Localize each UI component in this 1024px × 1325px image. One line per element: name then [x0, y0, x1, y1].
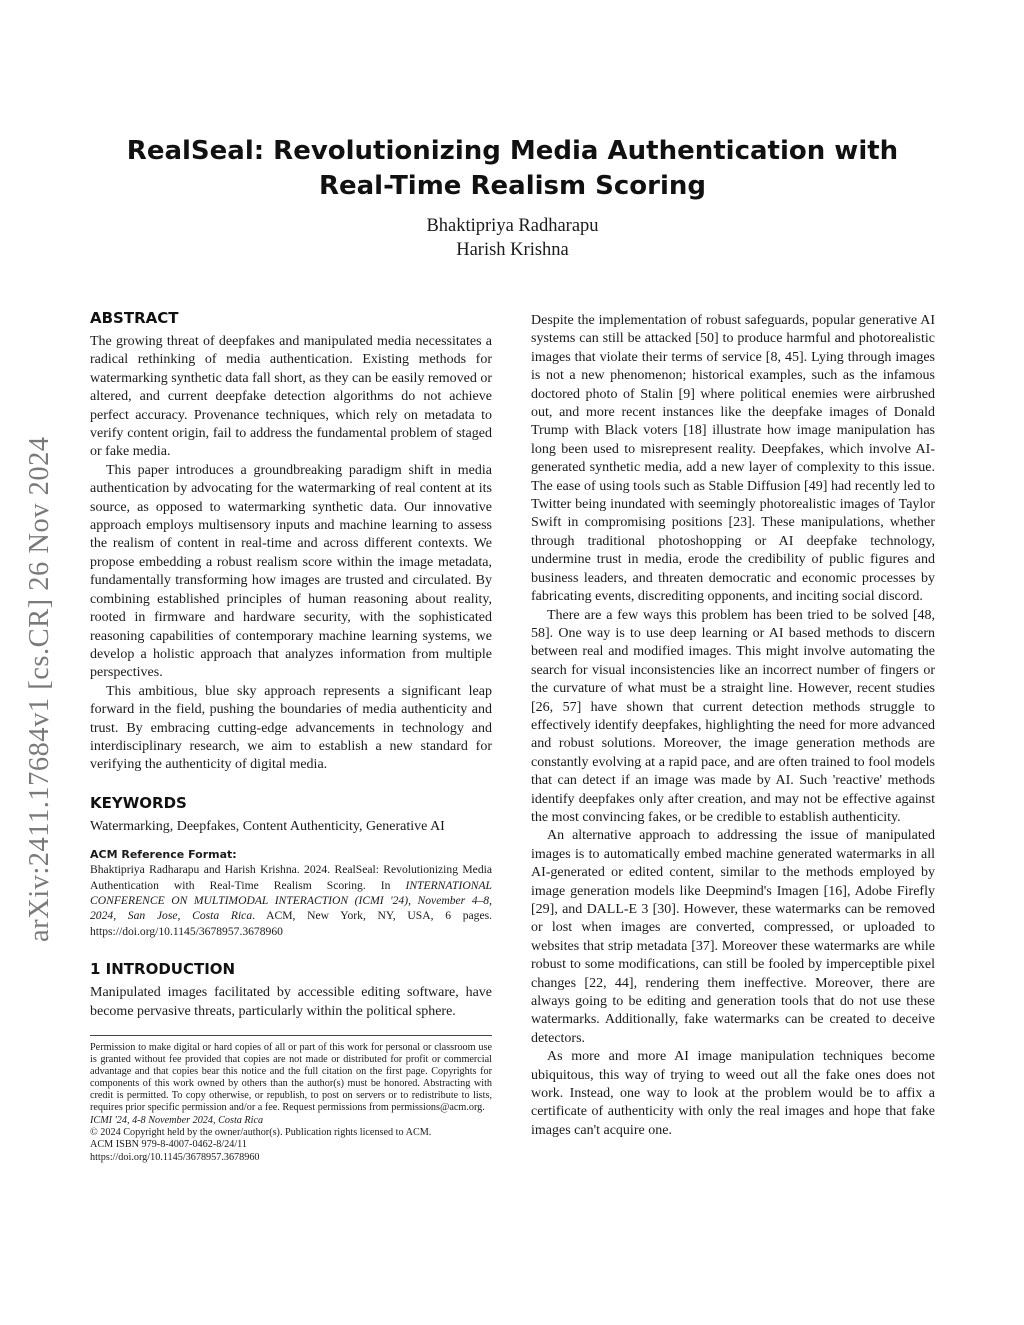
- body-paragraph: There are a few ways this problem has been tried to be solved [48, 58]. One way is to use deep learning or AI based methods to discern between real and modified images. This might involve automating the search for visual inconsistencies like an incorrect number of fingers or the curvature of what must be a straight line. However, recent studies [26, 57] have shown that current detection methods struggle to effectively identify deepfakes, highlighting the need for more advanced and robust solutions. Moreover, the image generation methods are constantly evolving at a rapid pace, and are often trained to fool models that can detect if an image was made by AI. Such 'reactive' methods identify deepfakes only after creation, and may not be effective against the most convincing fakes, or be credible to establish authenticity.: [531, 607, 935, 825]
- copyright-notice: © 2024 Copyright held by the owner/author(s). Publication rights licensed to ACM.: [90, 1126, 432, 1138]
- acm-reference-text: [90, 862, 492, 939]
- right-column: [531, 312, 935, 1140]
- acm-reference-venue: INTERNATIONAL CONFERENCE ON MULTIMODAL INTERACTION (ICMI '24), November 4–8, 2024, San Jose, Costa Rica: [90, 878, 492, 923]
- paper-title: RealSeal: Revolutionizing Media Authentication with Real-Time Realism Scoring: [126, 136, 899, 201]
- arxiv-identifier: arXiv:2411.17684v1 [cs.CR] 26 Nov 2024: [24, 436, 55, 942]
- abstract-paragraph: This ambitious, blue sky approach represents a significant leap forward in the field, pushing the boundaries of media authenticity and trust. By embracing cutting-edge advancements in technology and interdisciplinary research, we aim to establish a new standard for verifying the authenticity of digital media.: [90, 683, 492, 773]
- footnote-divider: [90, 1035, 492, 1036]
- keywords-heading: KEYWORDS: [90, 793, 187, 812]
- left-column: [90, 309, 492, 1164]
- conference-venue: ICMI '24, 4-8 November 2024, Costa Rica: [90, 1114, 264, 1126]
- acm-reference-lead: Bhaktipriya Radharapu and Harish Krishna. 2024. RealSeal: Revolutionizing Media Authentication with Real-Time Realism Scoring. In: [90, 863, 492, 892]
- abstract-paragraph: The growing threat of deepfakes and manipulated media necessitates a radical rethinking of media authentication. Existing methods for watermarking synthetic data fall short, as they can be easily removed or altered, and current deepfake detection algorithms do not achieve perfect accuracy. Provenance techniques, which rely on metadata to verify content origin, fail to address the fundamental problem of staged or fake media.: [90, 334, 492, 460]
- acm-reference-tail: . ACM, New York, NY, USA, 6 pages. https://doi.org/10.1145/3678957.3678960: [90, 909, 493, 938]
- introduction-paragraph: Manipulated images facilitated by accessible editing software, have become pervasive threats, particularly within the political sphere.: [90, 985, 492, 1019]
- author-name: Harish Krishna: [456, 240, 569, 260]
- author-list: [90, 214, 935, 262]
- keywords-text: Watermarking, Deepfakes, Content Authenticity, Generative AI: [90, 818, 445, 834]
- isbn-text: ACM ISBN 979-8-4007-0462-8/24/11: [90, 1139, 247, 1151]
- introduction-heading: 1 INTRODUCTION: [90, 960, 236, 979]
- body-paragraph: Despite the implementation of robust safeguards, popular generative AI systems can still be attacked [50] to produce harmful and photorealistic images that violate their terms of service [8, 45]. Lying through images is not a new phenomenon; historical examples, such as the infamous doctored photo of Stalin [9] where political enemies were airbrushed out, and more recent instances like the deepfake images of Donald Trump with Black voters [18] illustrate how image manipulation has long been used to misrepresent reality. Deepfakes, which involve AI-generated synthetic media, add a new layer of complexity to this issue. The ease of using tools such as Stable Diffusion [49] had recently led to Twitter being inundated with seemingly photorealistic images of Taylor Swift in compromising positions [23]. These manipulations, whether through traditional photoshopping or AI deepfake technology, undermine trust in media, erode the credibility of public figures and business leaders, and threaten democratic and economic processes by fabricating events, discrediting opponents, and inciting social discord.: [531, 313, 935, 605]
- abstract-paragraph: This paper introduces a groundbreaking paradigm shift in media authentication by advocating for the watermarking of real content at its source, as opposed to watermarking synthetic data. Our innovative approach employs multisensory inputs and machine learning to assess the realism of content in real-time and across different contexts. We propose embedding a robust realism score within the image metadata, fundamentally transforming how images are trusted and circulated. By combining established principles of human reasoning about reality, rooted in firmware and hardware security, with the sophisticated reasoning capabilities of contemporary machine learning systems, we develop a holistic approach that analyzes information from multiple perspectives.: [90, 462, 492, 681]
- permission-notice: Permission to make digital or hard copies of all or part of this work for personal or classroom use is granted without fee provided that copies are not made or distributed for profit or commercial advantage and that copies bear this notice and the full citation on the first page. Copyrights for components of this work owned by others than the author(s) must be honored. Abstracting with credit is permitted. To copy otherwise, or republish, to post on servers or to redistribute to lists, requires prior specific permission and/or a fee. Request permissions from permissions@acm.org.: [90, 1042, 492, 1114]
- body-paragraph: As more and more AI image manipulation techniques become ubiquitous, this way of trying to weed out all the fake ones does not work. Instead, one way to look at the problem would be to affix a certificate of authenticity with only the real images and hope that fake images can't acquire one.: [531, 1049, 935, 1138]
- doi-link[interactable]: https://doi.org/10.1145/3678957.3678960: [90, 1151, 260, 1163]
- abstract-heading: ABSTRACT: [90, 309, 179, 327]
- body-paragraph: An alternative approach to addressing the issue of manipulated images is to automatically embed machine generated watermarks in all AI-generated or edited content, similar to the methods employed by image generation models like Deepmind's Imagen [16], Adobe Firefly [29], and DALL-E 3 [30]. However, these watermarks can be removed or lost when images are converted, compressed, or uploaded to websites that strip metadata [37]. Moreover these watermarks are while robust to some modifications, can still be fooled by imperceptible pixel changes [22, 44], rendering them ineffective. Moreover, there are always going to be editing and generation tools that do not use these watermarks. Additionally, fake watermarks can be created to deceive detectors.: [531, 828, 935, 1046]
- acm-reference-heading: ACM Reference Format:: [90, 848, 237, 862]
- author-name: Bhaktipriya Radharapu: [426, 216, 599, 236]
